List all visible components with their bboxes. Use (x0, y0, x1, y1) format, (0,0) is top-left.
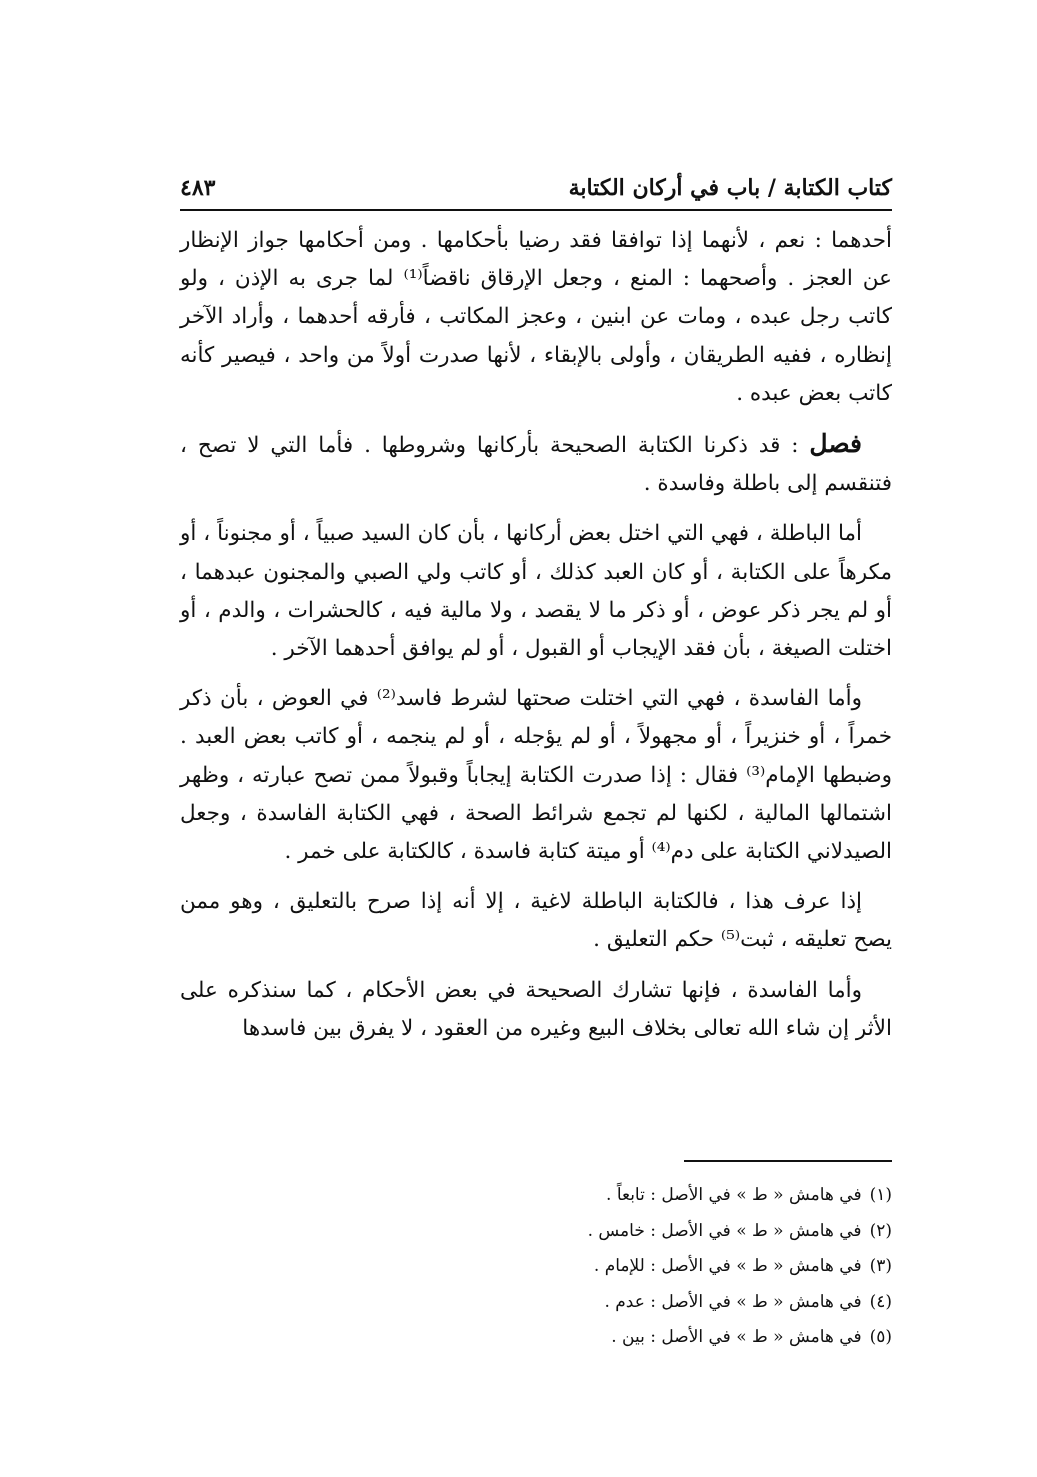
footnotes (180, 1178, 892, 1356)
footnote (180, 1214, 892, 1250)
header-title: كتاب الكتابة / باب في أركان الكتابة (568, 175, 892, 201)
section-paragraph (180, 425, 892, 503)
main-text (180, 222, 892, 1060)
paragraph-text: : قد ذكرنا الكتابة الصحيحة بأركانها وشروطها . فأما التي لا تصح ، فتنقسم إلى باطلة وفاسدة . (180, 433, 892, 497)
footnote (180, 1285, 892, 1321)
section-heading: فصل (809, 429, 862, 459)
paragraph-text: أحدهما : نعم ، لأنهما إذا توافقا فقد رضيا بأحكامها . ومن أحكامها جواز الإنظار عن العجز . وأصحهما : المنع ، وجعل الإرقاق ناقضاً⁽¹⁾ لما جرى به الإذن ، ولو كاتب رجل عبده ، ومات عن ابنين ، وعجز المكاتب ، فأرقه أحدهما ، وأراد الآخر إنظاره ، ففيه الطريقان ، وأولى بالإبقاء ، لأنها صدرت أولاً من واحد ، فيصير كأنه كاتب بعض عبده . (180, 228, 892, 406)
paragraph (180, 972, 892, 1048)
footnote-text: في هامش « ط » في الأصل : خامس . (587, 1220, 862, 1241)
paragraph-text: أما الباطلة ، فهي التي اختل بعض أركانها ، بأن كان السيد صبياً ، أو مجنوناً ، أو مكرهاً على الكتابة ، أو كان العبد كذلك ، أو كاتب ولي الصبي والمجنون عبدهما ، أو لم يجر ذكر عوض ، أو ذكر ما لا يقصد ، ولا مالية فيه ، كالحشرات ، والدم ، أو اختلت الصيغة ، بأن فقد الإيجاب أو القبول ، أو لم يوافق أحدهما الآخر . (180, 521, 892, 662)
footnote (180, 1320, 892, 1356)
running-header (180, 155, 892, 211)
footnote-number: (٤) (869, 1291, 892, 1312)
paragraph-text: إذا عرف هذا ، فالكتابة الباطلة لاغية ، إلا أنه إذا صرح بالتعليق ، وهو ممن يصح تعليقه ، ثبت⁽⁵⁾ حكم التعليق . (180, 889, 892, 953)
page-number: ٤٨٣ (180, 175, 216, 201)
paragraph (180, 680, 892, 871)
footnote-text: في هامش « ط » في الأصل : للإمام . (593, 1256, 862, 1276)
footnote (180, 1178, 892, 1214)
paragraph (180, 515, 892, 668)
paragraph (180, 222, 892, 413)
footnote-number: (٥) (869, 1327, 892, 1347)
footnote-text: في هامش « ط » في الأصل : بين . (611, 1327, 862, 1347)
paragraph (180, 883, 892, 959)
footnote (180, 1249, 892, 1285)
paragraph-text: وأما الفاسدة ، فإنها تشارك الصحيحة في بعض الأحكام ، كما سنذكره على الأثر إن شاء الله تعالى بخلاف البيع وغيره من العقود ، لا يفرق بين فاسدها (180, 977, 892, 1041)
footnote-number: (٢) (869, 1220, 892, 1241)
footnote-text: في هامش « ط » في الأصل : تابعاً . (606, 1185, 862, 1205)
footnote-divider (684, 1160, 892, 1162)
footnote-number: (٣) (869, 1256, 892, 1276)
paragraph-text: وأما الفاسدة ، فهي التي اختلت صحتها لشرط فاسد⁽²⁾ في العوض ، بأن ذكر خمراً ، أو خنزيراً ، أو مجهولاً ، أو لم يؤجله ، أو لم ينجمه ، أو كاتب بعض العبد . وضبطها الإمام⁽³⁾ فقال : إذا صدرت الكتابة إيجاباً وقبولاً ممن تصح عبارته ، وظهر اشتمالها المالية ، لكنها لم تجمع شرائط الصحة ، فهي الكتابة الفاسدة ، وجعل الصيدلاني الكتابة على دم⁽⁴⁾ أو ميتة كتابة فاسدة ، كالكتابة على خمر . (180, 686, 893, 865)
footnote-text: في هامش « ط » في الأصل : عدم . (604, 1291, 862, 1312)
footnote-number: (١) (869, 1185, 892, 1205)
